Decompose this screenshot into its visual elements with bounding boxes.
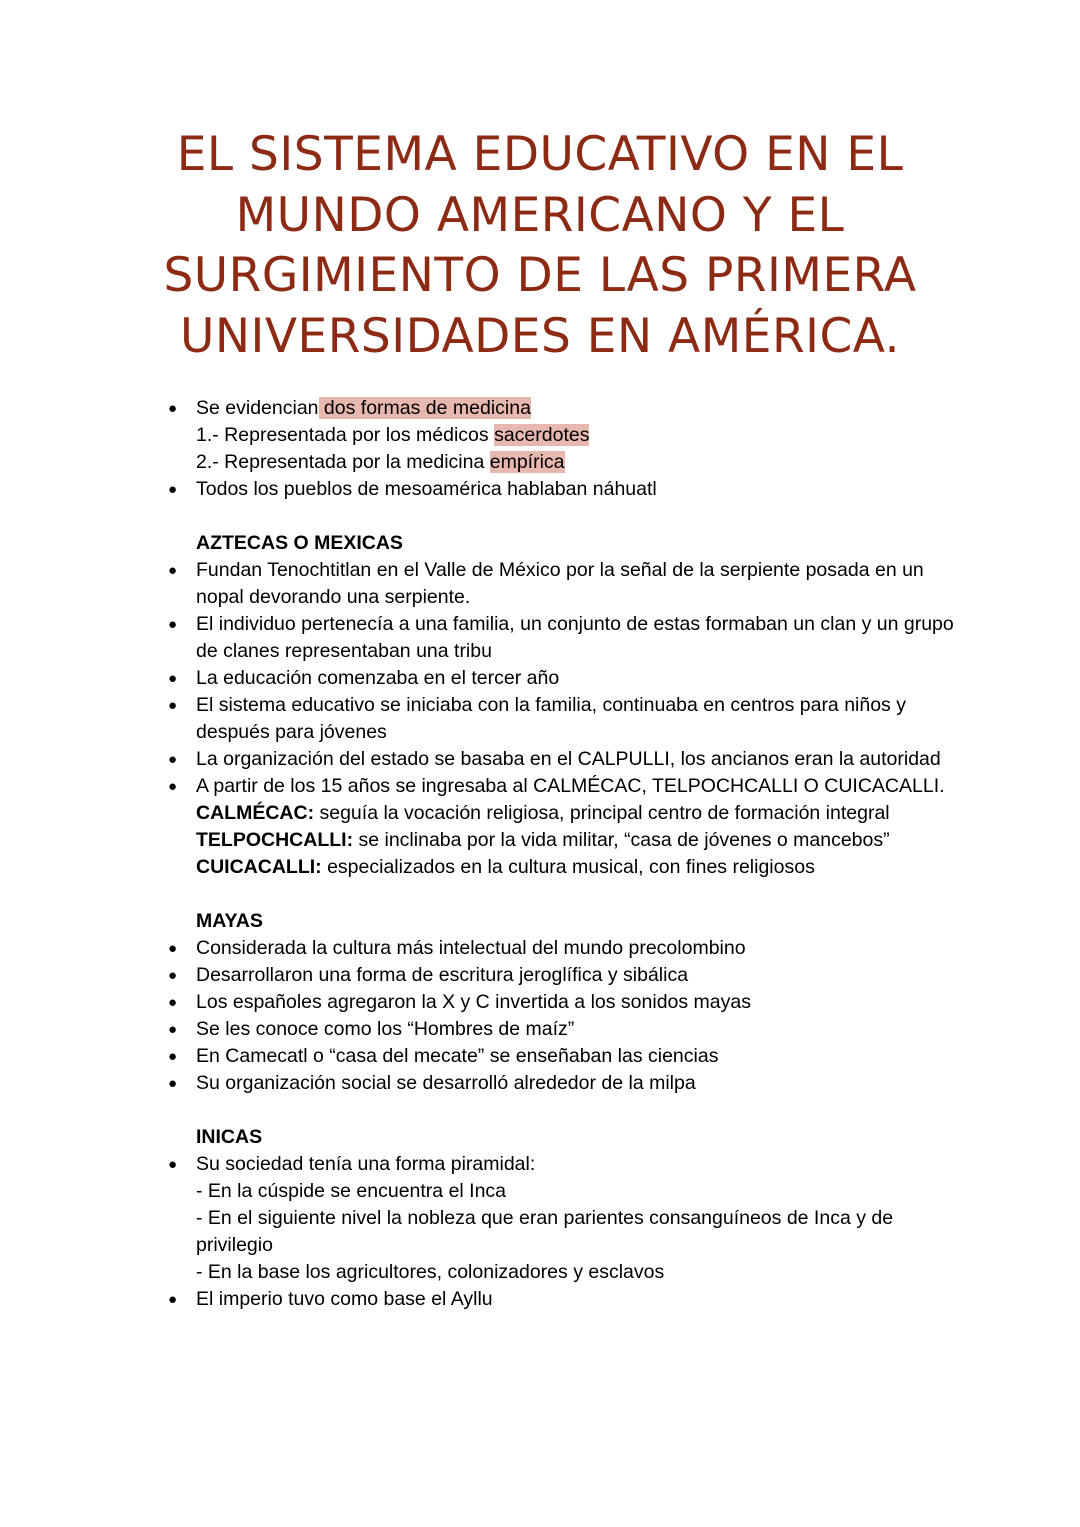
bullet-icon: ●: [168, 562, 178, 579]
highlight: empírica: [489, 451, 565, 473]
bullet-icon: ●: [168, 1156, 178, 1173]
definition: TELPOCHCALLI: se inclinaba por la vida militar, “casa de jóvenes o mancebos”: [196, 829, 890, 851]
list-item: ● Desarrollaron una forma de escritura jeroglífica y sibálica: [0, 962, 1080, 989]
bullet-icon: ●: [168, 670, 178, 687]
bullet-icon: ●: [168, 751, 178, 768]
page-title: EL SISTEMA EDUCATIVO EN EL MUNDO AMERICANO Y EL SURGIMIENTO DE LAS PRIMERA UNIVERSIDADES EN AMÉRICA.: [163, 127, 917, 364]
list-item: ● El sistema educativo se iniciaba con la familia, continuaba en centros para niños y después para jóvenes: [168, 694, 906, 743]
list-item: ● Todos los pueblos de mesoamérica hablaban náhuatl: [0, 476, 1080, 503]
bullet-icon: ●: [168, 697, 178, 714]
highlight: sacerdotes: [494, 424, 590, 446]
sub-item: 1.- Representada por los médicos sacerdotes: [196, 424, 590, 446]
list-item: ● Se evidencian dos formas de medicina 1.- Representada por los médicos sacerdotes 2.- Representada por la medicina empírica: [0, 395, 1080, 476]
sub-item: - En la cúspide se encuentra el Inca: [196, 1180, 507, 1202]
list-item: ● Su organización social se desarrolló alrededor de la milpa: [0, 1070, 1080, 1097]
document-body: [0, 395, 1080, 1313]
bullet-icon: ●: [168, 1048, 178, 1065]
highlight: dos formas de medicina: [318, 397, 531, 419]
list-item: ● Considerada la cultura más intelectual del mundo precolombino: [0, 935, 1080, 962]
bullet-icon: ●: [168, 481, 178, 498]
definition: CUICACALLI: especializados en la cultura musical, con fines religiosos: [196, 856, 815, 878]
list-item: ● En Camecatl o “casa del mecate” se enseñaban las ciencias: [0, 1043, 1080, 1070]
list-item: ● A partir de los 15 años se ingresaba al CALMÉCAC, TELPOCHCALLI O CUICACALLI. CALMÉCAC: seguía la vocación religiosa, principal centro de formación integral TELPOCHCALLI: se inclinaba por la vida militar, “casa de jóvenes o mancebos” CUICACALLI: especializados en la cultura musical, con fines religiosos: [0, 773, 1080, 881]
bullet-icon: ●: [168, 1075, 178, 1092]
list-item: ● Se les conoce como los “Hombres de maíz”: [0, 1016, 1080, 1043]
bullet-icon: ●: [168, 994, 178, 1011]
sub-item: - En la base los agricultores, colonizadores y esclavos: [196, 1261, 665, 1283]
sub-item: 2.- Representada por la medicina empírica: [196, 451, 565, 473]
bullet-icon: ●: [168, 778, 178, 795]
definition: CALMÉCAC: seguía la vocación religiosa, principal centro de formación integral: [196, 802, 890, 824]
section-heading-aztecas: AZTECAS O MEXICAS: [196, 532, 403, 554]
list-item: ● Fundan Tenochtitlan en el Valle de México por la señal de la serpiente posada en un nopal devorando una serpiente.: [168, 559, 924, 608]
list-item: ● El imperio tuvo como base el Ayllu: [0, 1286, 1080, 1313]
bullet-icon: ●: [168, 1021, 178, 1038]
bullet-icon: ●: [168, 967, 178, 984]
list-item: ● La organización del estado se basaba en el CALPULLI, los ancianos eran la autoridad: [0, 746, 1080, 773]
bullet-icon: ●: [168, 400, 178, 417]
section-heading-incas: INICAS: [196, 1126, 263, 1148]
bullet-icon: ●: [168, 1291, 178, 1308]
list-item: ● La educación comenzaba en el tercer año: [0, 665, 1080, 692]
section-heading-mayas: MAYAS: [196, 910, 263, 932]
list-item: ● Los españoles agregaron la X y C invertida a los sonidos mayas: [0, 989, 1080, 1016]
sub-item: - En el siguiente nivel la nobleza que eran parientes consanguíneos de Inca y de privilegio: [196, 1207, 894, 1256]
bullet-icon: ●: [168, 940, 178, 957]
bullet-icon: ●: [168, 616, 178, 633]
list-item: ● Su sociedad tenía una forma piramidal: - En la cúspide se encuentra el Inca - En el siguiente nivel la nobleza que eran parientes consanguíneos de Inca y de privilegio - En la base los agricultores, colonizadores y esclavos: [0, 1151, 1080, 1286]
list-item: ● El individuo pertenecía a una familia, un conjunto de estas formaban un clan y un grupo de clanes representaban una tribu: [168, 613, 954, 662]
